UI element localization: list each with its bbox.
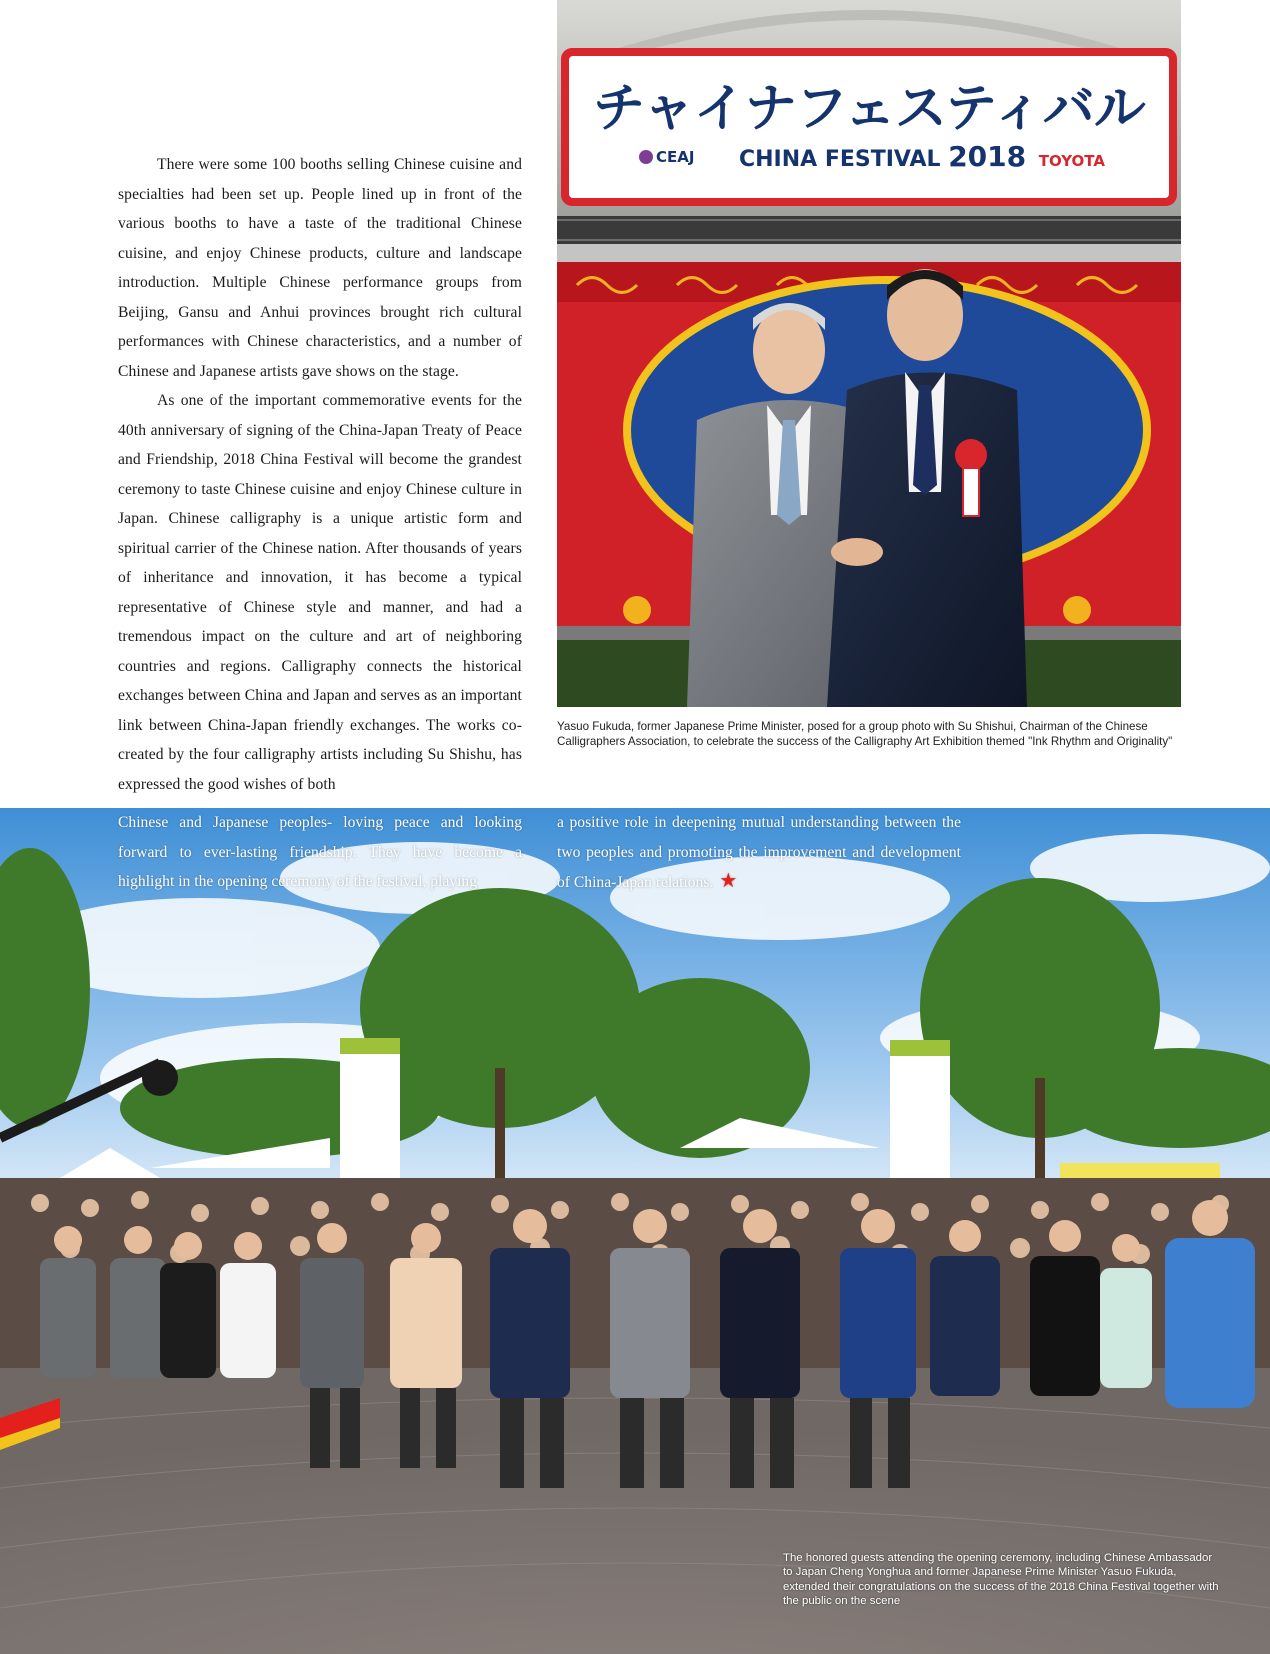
banner-japanese-title: チャイナフェスティバル — [593, 79, 1145, 139]
handshake-photo — [557, 0, 1181, 707]
opening-ceremony-photo — [0, 808, 1270, 1654]
top-photo-caption: Yasuo Fukuda, former Japanese Prime Minister, posed for a group photo with Su Shishui, Chairman of the Chinese Calligraphers Association, to celebrate the success of the Calligraphy Art Exhibition themed "Ink Rhythm and Originality" — [557, 720, 1173, 748]
article-continued-right — [557, 808, 961, 898]
banner-festival-name — [739, 140, 1026, 173]
end-star-icon: ★ — [719, 870, 738, 892]
ceaj-label: CEAJ — [656, 148, 695, 166]
bottom-photo-caption: The honored guests attending the opening ceremony, including Chinese Ambassador to Japan Cheng Yonghua and former Japanese Prime Minister Yasuo Fukuda, extended their congratulations on the success of the 2018 China Festival together with the public on the scene — [783, 1552, 1219, 1607]
article-column — [118, 150, 522, 799]
opening-ceremony-illustration — [0, 808, 1270, 1654]
festival-banner — [569, 56, 1169, 198]
ceaj-logo — [639, 148, 694, 166]
article-continued-left: Chinese and Japanese peoples- loving peace and looking forward to ever-lasting friendship. They have become a highlight in the opening ceremony of the festival, playing — [118, 814, 522, 890]
sponsor-logo: TOYOTA — [1038, 152, 1105, 170]
article-paragraph-1: There were some 100 booths selling Chinese cuisine and specialties had been set up. People lined up in front of the various booths to have a taste of the traditional Chinese cuisine, and enjoy Chinese products, culture and landscape introduction. Multiple Chinese performance groups from Beijing, Gansu and Anhui provinces brought rich cultural performances with Chinese characteristics, and a number of Chinese and Japanese artists gave shows on the stage. — [118, 156, 522, 380]
festival-year: 2018 — [948, 140, 1027, 173]
ceaj-logo-icon — [639, 150, 653, 164]
festival-name: CHINA FESTIVAL — [739, 147, 941, 172]
article-closing-text: a positive role in deepening mutual understanding between the two peoples and promoting the improvement and development of China-Japan relations. — [557, 814, 961, 891]
article-paragraph-2: As one of the important commemorative events for the 40th anniversary of signing of the China-Japan Treaty of Peace and Friendship, 2018 China Festival will become the grandest ceremony to taste Chinese cuisine and enjoy Chinese culture in Japan. Chinese calligraphy is a unique artistic form and spiritual carrier of the Chinese nation. After thousands of years of inheritance and innovation, it has become a typical representative of Chinese style and manner, and had a tremendous impact on the culture and art of neighboring countries and regions. Calligraphy connects the historical exchanges between China and Japan and serves as an important link between China-Japan friendly exchanges. The works co-created by the four calligraphy artists including Su Shishu, has expressed the good wishes of both — [118, 392, 522, 793]
